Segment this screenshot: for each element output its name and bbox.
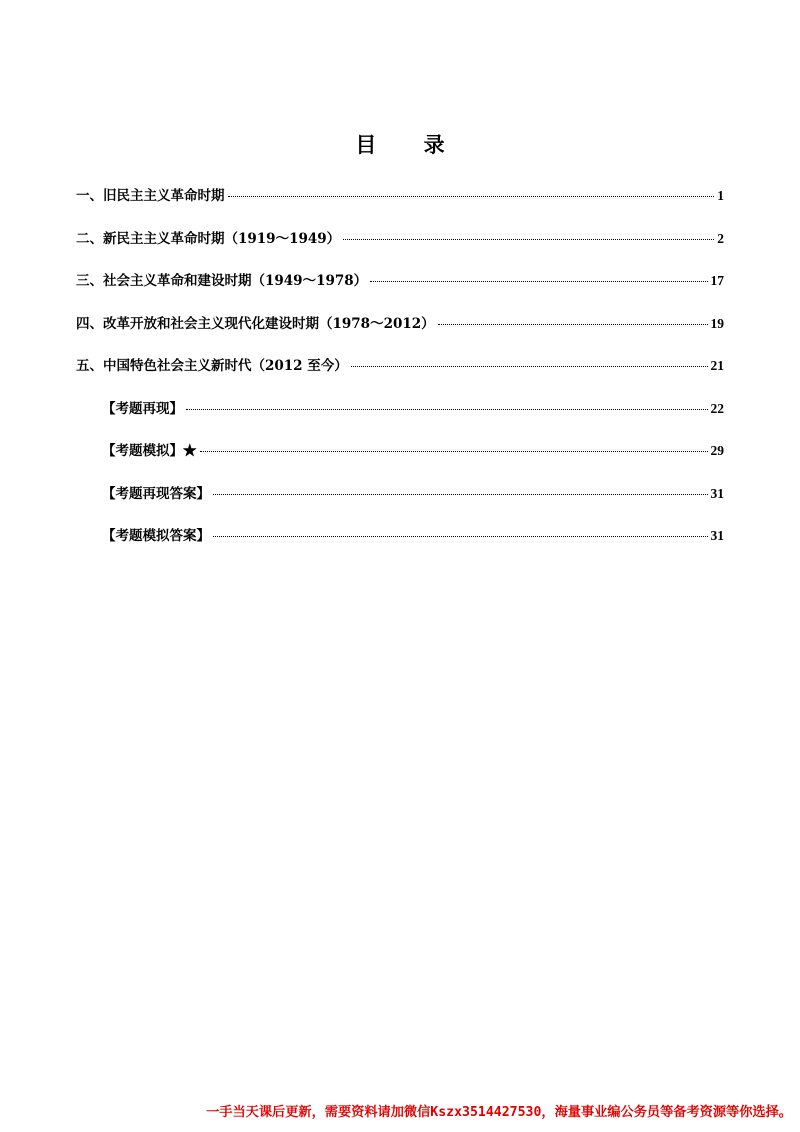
toc-entry-4[interactable] [76,311,724,354]
toc-entry-page-number: 22 [710,400,724,416]
toc-entry-9[interactable] [76,523,724,566]
dot-leader [213,494,708,495]
toc-entry-label: 一、旧民主主义革命时期 [76,188,225,204]
toc-entry-label: 【考题再现】 [102,400,183,417]
toc-entry-5[interactable] [76,353,724,396]
toc-entry-page-number: 1 [717,188,724,203]
toc-entry-page-number: 2 [717,230,724,246]
toc-entry-label: 【考题再现答案】 [102,485,210,502]
toc-entry-page-number: 21 [710,358,724,373]
dot-leader [351,366,708,367]
footer-promo-note: 一手当天课后更新，需要资料请加微信Kszx3514427530，海量事业编公务员等备考资源等你选择。 [206,1105,792,1120]
toc-entry-page-number: 17 [710,273,724,288]
toc-entry-3[interactable] [76,268,724,311]
toc-entry-label: 三、社会主义革命和建设时期（1949～1978） [76,273,368,289]
dot-leader [186,409,708,410]
dot-leader [370,281,707,282]
dot-leader [213,536,708,537]
toc-entry-8[interactable] [76,481,724,524]
dot-leader [438,324,708,325]
dot-leader [228,196,715,197]
toc-entry-label: 五、中国特色社会主义新时代（2012 至今） [76,358,348,374]
dot-leader [343,239,714,240]
toc-entry-7[interactable] [76,438,724,481]
toc-entry-page-number: 29 [710,443,724,458]
toc-entry-label: 【考题模拟】★ [102,443,197,459]
toc-entry-label: 四、改革开放和社会主义现代化建设时期（1978～2012） [76,315,435,332]
toc-entry-page-number: 31 [710,485,724,501]
toc-entry-1[interactable] [76,183,724,226]
toc-entry-6[interactable] [76,396,724,439]
page-title: 目 录 [355,132,465,157]
toc-entry-2[interactable] [76,226,724,269]
toc-entry-label: 【考题模拟答案】 [102,528,210,544]
toc-entry-page-number: 31 [710,528,724,543]
toc-entry-label: 二、新民主主义革命时期（1919～1949） [76,230,341,247]
toc-entry-page-number: 19 [710,315,724,331]
dot-leader [200,451,708,452]
table-of-contents [76,183,724,566]
